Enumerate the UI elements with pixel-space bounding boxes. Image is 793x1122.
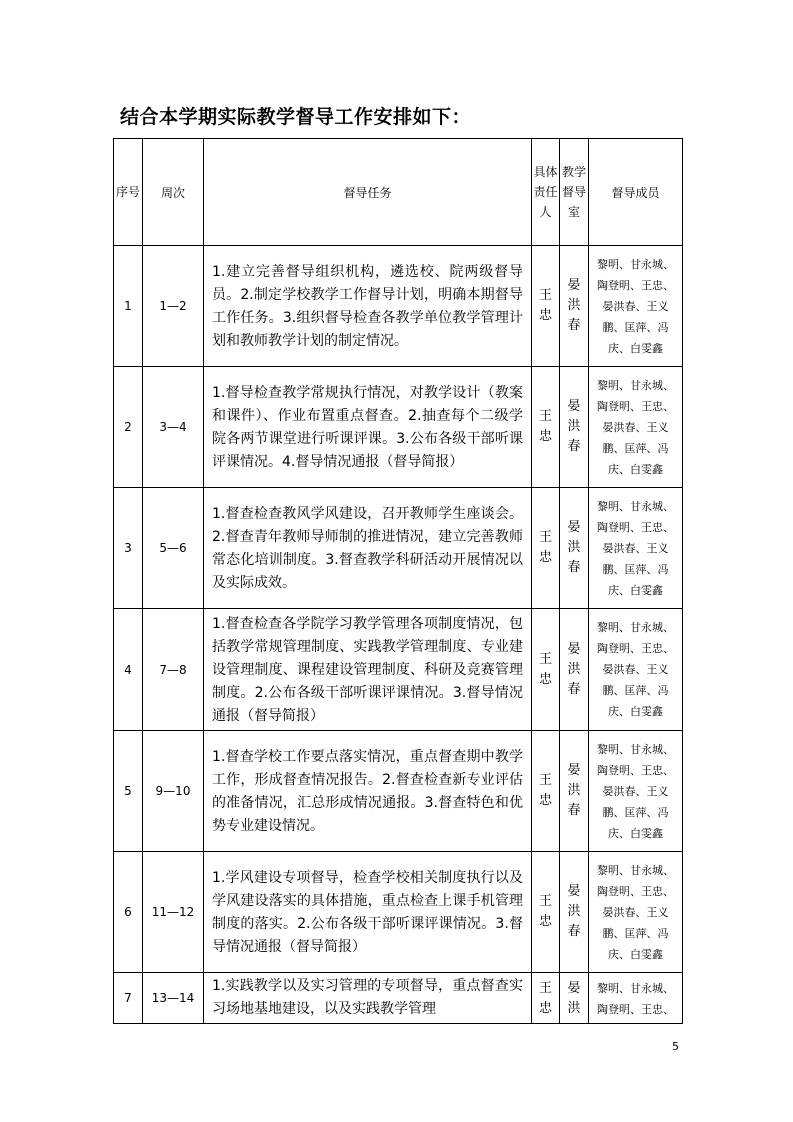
row-weeks: 5—6 [143,488,204,609]
row-office: 晏洪春 [560,731,589,852]
row-office: 晏洪春 [560,852,589,973]
row-task: 1.督查检查各学院学习教学管理各项制度情况，包括教学常规管理制度、实践教学管理制度、专业建设管理制度、课程建设管理制度、科研及竞赛管理制度。2.公布各级干部听课评课情况。3.督导情况通报（督导简报） [204,609,532,731]
table-row [114,246,683,367]
header-members: 督导成员 [589,139,683,246]
row-task: 1.学风建设专项督导，检查学校相关制度执行以及学风建设落实的具体措施，重点检查上课手机管理制度的落实。2.公布各级干部听课评课情况。3.督导情况通报（督导简报） [204,852,532,973]
row-responsible: 王忠 [532,367,560,488]
header-responsible: 具体责任人 [532,139,560,246]
row-index: 2 [114,367,143,488]
row-responsible: 王忠 [532,488,560,609]
row-weeks: 3—4 [143,367,204,488]
row-responsible: 王忠 [532,609,560,731]
table-row [114,973,683,1024]
page-heading: 结合本学期实际教学督导工作安排如下： [120,106,472,128]
row-members: 黎明、甘永城、陶登明、王忠、晏洪春、王义鹏、匡萍、冯庆、白雯鑫 [589,367,683,488]
supervision-schedule-table [113,138,683,1024]
row-index: 4 [114,609,143,731]
page-number: 5 [672,1040,679,1053]
row-members: 黎明、甘永城、陶登明、王忠、晏洪春、王义鹏、匡萍、冯庆、白雯鑫 [589,246,683,367]
row-members: 黎明、甘永城、陶登明、王忠、晏洪春、王义鹏、匡萍、冯庆、白雯鑫 [589,731,683,852]
row-members: 黎明、甘永城、陶登明、王忠、晏洪春、王义鹏、匡萍、冯庆、白雯鑫 [589,488,683,609]
row-weeks: 9—10 [143,731,204,852]
row-office: 晏洪春 [560,609,589,731]
table-row [114,367,683,488]
row-index: 7 [114,973,143,1024]
table-row [114,488,683,609]
row-index: 1 [114,246,143,367]
row-responsible: 王忠 [532,973,560,1024]
row-responsible: 王忠 [532,246,560,367]
row-members: 黎明、甘永城、陶登明、王忠、晏洪春、王义鹏、匡萍、冯庆、白雯鑫 [589,852,683,973]
row-index: 5 [114,731,143,852]
row-task: 1.督查学校工作要点落实情况，重点督查期中教学工作，形成督查情况报告。2.督查检查新专业评估的准备情况，汇总形成情况通报。3.督查特色和优势专业建设情况。 [204,731,532,852]
row-office: 晏洪春 [560,488,589,609]
row-index: 6 [114,852,143,973]
row-office: 晏洪春 [560,246,589,367]
row-task: 1.督查检查教风学风建设，召开教师学生座谈会。2.督查青年教师导师制的推进情况，建立完善教师常态化培训制度。3.督查教学科研活动开展情况以及实际成效。 [204,488,532,609]
row-task: 1.建立完善督导组织机构，遴选校、院两级督导员。2.制定学校教学工作督导计划，明确本期督导工作任务。3.组织督导检查各教学单位教学管理计划和教师教学计划的制定情况。 [204,246,532,367]
row-index: 3 [114,488,143,609]
row-members: 黎明、甘永城、陶登明、王忠、晏洪春、王义鹏、匡萍、冯庆、白雯鑫 [589,609,683,731]
row-weeks: 7—8 [143,609,204,731]
header-task: 督导任务 [204,139,532,246]
row-weeks: 11—12 [143,852,204,973]
row-task: 1.督导检查教学常规执行情况，对教学设计（教案和课件）、作业布置重点督查。2.抽查每个二级学院各两节课堂进行听课评课。3.公布各级干部听课评课情况。4.督导情况通报（督导简报） [204,367,532,488]
row-office: 晏洪 [560,973,589,1024]
table-row [114,731,683,852]
header-office: 教学督导室 [560,139,589,246]
header-weeks: 周次 [143,139,204,246]
header-index: 序号 [114,139,143,246]
row-office: 晏洪春 [560,367,589,488]
table-row [114,609,683,731]
row-weeks: 13—14 [143,973,204,1024]
row-responsible: 王忠 [532,731,560,852]
row-responsible: 王忠 [532,852,560,973]
header-row [114,139,683,246]
table-row [114,852,683,973]
row-members: 黎明、甘永城、陶登明、王忠、 [589,973,683,1024]
row-task: 1.实践教学以及实习管理的专项督导，重点督查实习场地基地建设，以及实践教学管理 [204,973,532,1024]
row-weeks: 1—2 [143,246,204,367]
